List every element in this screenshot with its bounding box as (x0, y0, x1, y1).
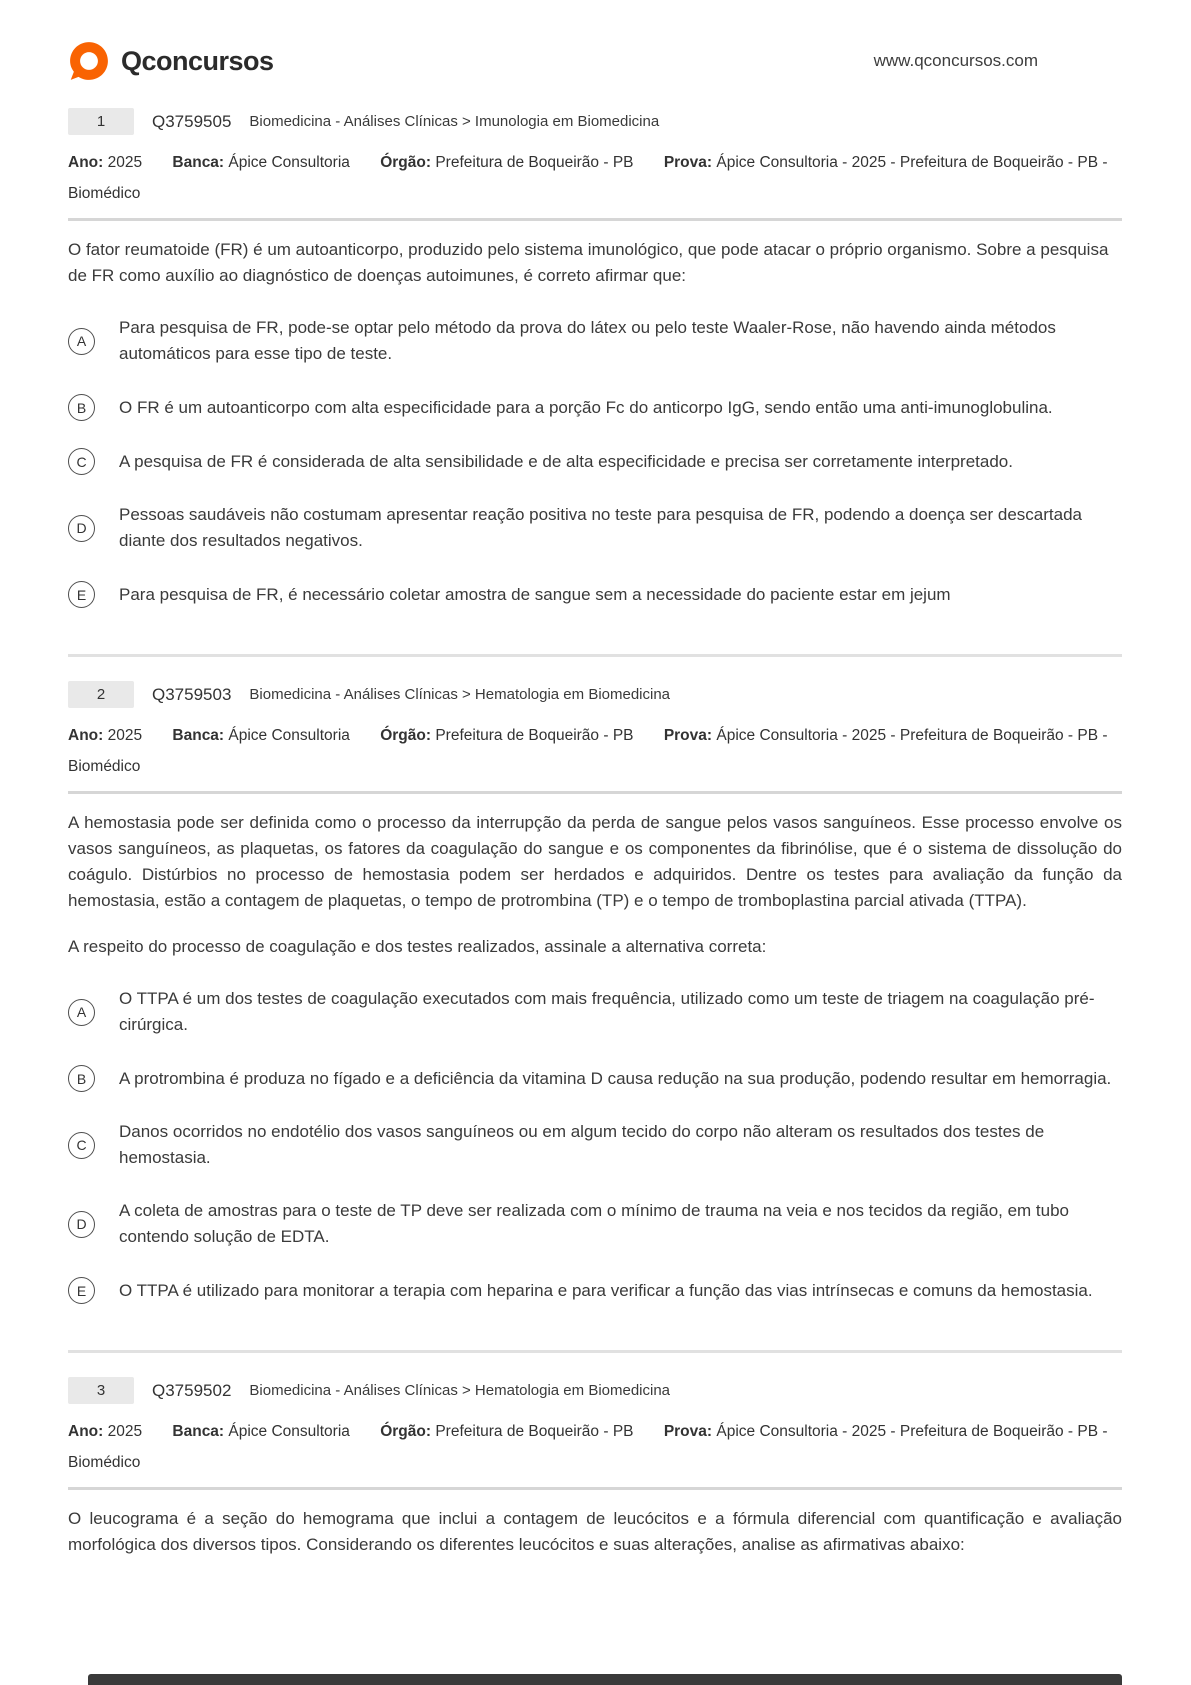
meta-value: Ápice Consultoria (228, 727, 350, 744)
question-header (68, 681, 1122, 708)
answer-option-d[interactable] (68, 1198, 1122, 1250)
meta-label: Órgão: (380, 1423, 432, 1440)
site-url: www.qconcursos.com (873, 51, 1038, 70)
qconcursos-logo (68, 40, 274, 82)
option-text: A protrombina é produza no fígado e a deficiência da vitamina D causa redução na sua produção, podendo resultar em hemorragia. (119, 1068, 1112, 1088)
meta-label: Prova: (663, 154, 713, 171)
question-meta (68, 720, 1122, 782)
meta-label: Ano: (68, 1423, 104, 1440)
meta-banca (172, 727, 349, 744)
option-letter-badge[interactable]: A (68, 328, 95, 355)
meta-label: Prova: (663, 1423, 713, 1440)
meta-value: 2025 (107, 154, 143, 171)
question-code: Q3759503 (152, 684, 232, 704)
option-text: A coleta de amostras para o teste de TP deve ser realizada com o mínimo de trauma na veia e nos tecidos da região, em tubo contendo solução de EDTA. (119, 1201, 1070, 1246)
answer-option-c[interactable] (68, 1119, 1122, 1171)
meta-label: Prova: (663, 727, 713, 744)
answer-option-e[interactable] (68, 581, 1122, 608)
question-meta (68, 1416, 1122, 1478)
meta-value: 2025 (107, 727, 143, 744)
meta-orgao (380, 1423, 633, 1440)
meta-value: Ápice Consultoria (228, 154, 350, 171)
option-text: Pessoas saudáveis não costumam apresentar reação positiva no teste para pesquisa de FR, podendo a doença ser descartada diante dos resultados negativos. (119, 505, 1082, 550)
meta-divider (68, 1487, 1122, 1490)
question-block-3 (68, 1377, 1122, 1558)
qconcursos-logo-icon (68, 40, 110, 82)
question-number-badge: 2 (68, 681, 134, 708)
answer-option-b[interactable] (68, 1065, 1122, 1092)
meta-value: Prefeitura de Boqueirão - PB (435, 1423, 634, 1440)
question-subject-breadcrumb: Biomedicina - Análises Clínicas > Imunologia em Biomedicina (249, 113, 660, 130)
option-text: Para pesquisa de FR, pode-se optar pelo método da prova do látex ou pelo teste Waaler-Rose, não havendo ainda métodos automáticos para esse tipo de teste. (119, 318, 1056, 363)
meta-orgao (380, 727, 633, 744)
option-letter-badge[interactable]: C (68, 448, 95, 475)
meta-ano (68, 154, 142, 171)
question-number-badge: 3 (68, 1377, 134, 1404)
meta-value: Ápice Consultoria - 2025 - Prefeitura de Boqueirão - PB - Biomédico (68, 1423, 1108, 1471)
option-letter-badge[interactable]: C (68, 1132, 95, 1159)
question-subject-breadcrumb: Biomedicina - Análises Clínicas > Hematologia em Biomedicina (249, 686, 671, 703)
question-statement: O leucograma é a seção do hemograma que inclui a contagem de leucócitos e a fórmula diferencial com quantificação e avaliação morfológica dos diversos tipos. Considerando os diferentes leucócitos e suas alterações, analise as afirmativas abaixo: (68, 1509, 1122, 1554)
meta-value: Ápice Consultoria - 2025 - Prefeitura de Boqueirão - PB - Biomédico (68, 727, 1108, 775)
meta-ano (68, 727, 142, 744)
option-text: O TTPA é utilizado para monitorar a terapia com heparina e para verificar a função das vias intrínsecas e comuns da hemostasia. (119, 1280, 1093, 1300)
meta-divider (68, 218, 1122, 221)
answer-option-d[interactable] (68, 502, 1122, 554)
option-letter-badge[interactable]: B (68, 394, 95, 421)
option-letter-badge[interactable]: A (68, 999, 95, 1026)
option-letter-badge[interactable]: B (68, 1065, 95, 1092)
meta-label: Ano: (68, 727, 104, 744)
question-block-2 (68, 681, 1122, 1304)
meta-value: Prefeitura de Boqueirão - PB (435, 154, 634, 171)
question-meta (68, 147, 1122, 209)
meta-divider (68, 791, 1122, 794)
question-number-badge: 1 (68, 108, 134, 135)
page-header (68, 40, 1122, 82)
options-list (68, 986, 1122, 1304)
options-list (68, 315, 1122, 608)
meta-orgao (380, 154, 633, 171)
option-letter-badge[interactable]: D (68, 515, 95, 542)
option-text: A pesquisa de FR é considerada de alta sensibilidade e de alta especificidade e precisa ser corretamente interpretado. (119, 451, 1013, 471)
meta-value: Ápice Consultoria - 2025 - Prefeitura de Boqueirão - PB - Biomédico (68, 154, 1108, 202)
answer-option-a[interactable] (68, 986, 1122, 1038)
meta-value: Prefeitura de Boqueirão - PB (435, 727, 634, 744)
answer-option-e[interactable] (68, 1277, 1122, 1304)
question-command: A respeito do processo de coagulação e dos testes realizados, assinale a alternativa correta: (68, 937, 767, 956)
option-letter-badge[interactable]: D (68, 1211, 95, 1238)
question-statement-group (68, 1506, 1122, 1558)
meta-label: Banca: (172, 1423, 225, 1440)
question-statement: O fator reumatoide (FR) é um autoanticorpo, produzido pelo sistema imunológico, que pode atacar o próprio organismo. Sobre a pesquisa de FR como auxílio ao diagnóstico de doenças autoimunes, é correto afirmar que: (68, 240, 1109, 285)
option-text: O FR é um autoanticorpo com alta especificidade para a porção Fc do anticorpo IgG, sendo então uma anti-imunoglobulina. (119, 397, 1053, 417)
meta-banca (172, 1423, 349, 1440)
question-block-1 (68, 108, 1122, 608)
meta-label: Ano: (68, 154, 104, 171)
answer-option-a[interactable] (68, 315, 1122, 367)
footer-bar (88, 1674, 1122, 1685)
question-statement-group (68, 810, 1122, 960)
answer-option-c[interactable] (68, 448, 1122, 475)
question-separator (68, 1350, 1122, 1353)
option-text: Para pesquisa de FR, é necessário coletar amostra de sangue sem a necessidade do paciente estar em jejum (119, 584, 951, 604)
option-text: Danos ocorridos no endotélio dos vasos sanguíneos ou em algum tecido do corpo não alteram os resultados dos testes de hemostasia. (119, 1122, 1045, 1167)
question-header (68, 108, 1122, 135)
question-subject-breadcrumb: Biomedicina - Análises Clínicas > Hematologia em Biomedicina (249, 1382, 671, 1399)
option-letter-badge[interactable]: E (68, 1277, 95, 1304)
question-statement-group (68, 237, 1122, 289)
logo-wordmark: Qconcursos (121, 45, 274, 76)
meta-value: 2025 (107, 1423, 143, 1440)
meta-ano (68, 1423, 142, 1440)
question-statement: A hemostasia pode ser definida como o processo da interrupção da perda de sangue pelos vasos sanguíneos. Esse processo envolve os vasos sanguíneos, as plaquetas, os fatores da coagulação do sangue e os componentes da fibrinólise, que é o sistema de dissolução do coágulo. Distúrbios no processo de hemostasia podem ser herdados e adquiridos. Dentre os testes para avaliação da função da hemostasia, estão a contagem de plaquetas, o tempo de protrombina (TP) e o tempo de tromboplastina parcial ativada (TTPA). (68, 813, 1122, 910)
question-code: Q3759505 (152, 111, 232, 131)
meta-value: Ápice Consultoria (228, 1423, 350, 1440)
question-header (68, 1377, 1122, 1404)
meta-label: Banca: (172, 727, 225, 744)
question-separator (68, 654, 1122, 657)
meta-banca (172, 154, 349, 171)
option-text: O TTPA é um dos testes de coagulação executados com mais frequência, utilizado como um teste de triagem na coagulação pré-cirúrgica. (119, 989, 1095, 1034)
question-code: Q3759502 (152, 1380, 232, 1400)
option-letter-badge[interactable]: E (68, 581, 95, 608)
meta-label: Órgão: (380, 727, 432, 744)
meta-label: Banca: (172, 154, 225, 171)
meta-label: Órgão: (380, 154, 432, 171)
answer-option-b[interactable] (68, 394, 1122, 421)
